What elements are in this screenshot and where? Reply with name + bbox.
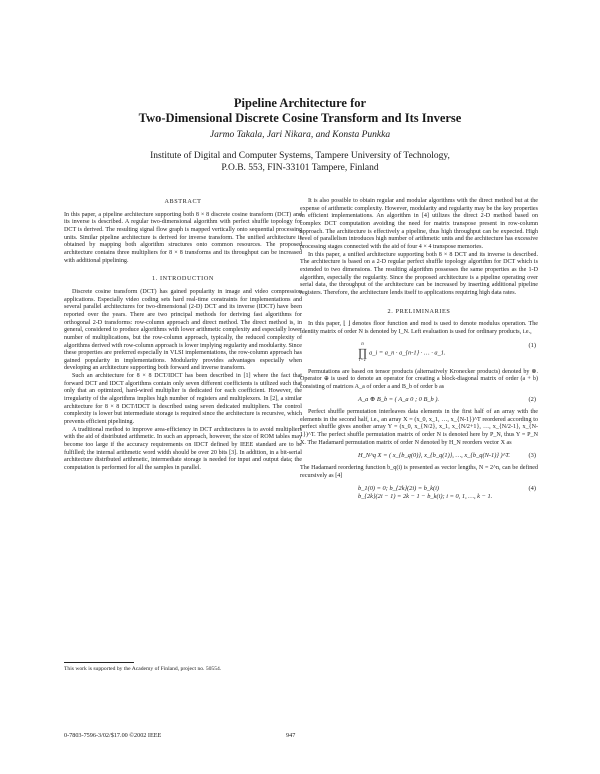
paper-title: [0, 96, 600, 126]
affiliation-line-2: P.O.B. 553, FIN-33101 Tampere, Finland: [221, 163, 379, 173]
equation-4: [300, 485, 538, 500]
equation-4-line-1: b_1(0) = 0; b_{2k}(2i) = b_k(i): [358, 485, 439, 493]
prelim-paragraph-1: In this paper, ⌊ ⌋ denotes floor function and mod is used to denote modulus operation. The identity matrix of order N is denoted by I_N. Left evaluation is used for ordinary products, i.e.,: [300, 321, 538, 335]
prelim-paragraph-2: Permutations are based on tensor products (alternatively Kronecker products) denoted by ⊗. Operator ⊕ is used to denote an operator for creating a block-diagonal matrix of order (a + b) consisting of matrices A_a of order a and B_b of order b as: [300, 368, 538, 390]
footnote-text: This work is supported by the Academy of Finland, project no. 50554.: [64, 666, 222, 672]
equation-2: [300, 396, 538, 404]
intro-paragraph-1: Discrete cosine transform (DCT) has gained popularity in image and video compression applications. Especially video coding sets hard real-time constraints for implementations and several parallel architectures for two-dimensional (2-D) DCT and its inverse (IDCT) have been reported over the years. There are two principal methods for deriving fast algorithms for orthogonal 2-D transforms: row-column approach and direct method. The direct method is, in general, considered to produce algorithms with lower arithmetic complexity and especially lower number of multiplications, but the row-column approach, typically, the reduced complexity of algorithms derived with row-column approach is lower implying regularity and modularity. Since these properties are preferred especially in VLSI implementations, the row-column approach has gained popularity in implementations. Modularity provides advantages especially when developing an architecture supporting both forward and inverse transform.: [64, 288, 302, 372]
prelim-paragraph-4: The Hadamard reordering function b_q(i) is presented as vector lengths, N = 2^n, can be defined recursively as [4]: [300, 465, 538, 479]
introduction-heading: 1. INTRODUCTION: [152, 275, 214, 283]
equation-1: [300, 342, 538, 364]
affiliation: [0, 150, 600, 174]
right-paragraph-2: In this paper, a unified architecture supporting both 8 × 8 DCT and its inverse is described. The architecture is based on a 2-D regular perfect shuffle topology algorithm for DCT which is extended to two dimensions. The resulting algorithm possesses the same properties as the 1-D algorithm, especially the regularity. Since the proposed architecture is a pipeline operating over serial data, the throughput of the architecture can be increased by inserting additional pipeline registers. Therefore, the architecture lends itself to applications requiring high data rates.: [300, 251, 538, 296]
equation-4-number: (4): [528, 485, 536, 493]
preliminaries-heading: 2. PRELIMINARIES: [387, 307, 451, 315]
footnote: [64, 662, 302, 673]
equation-2-number: (2): [528, 396, 536, 404]
right-column: [300, 198, 538, 506]
affiliation-line-1: Institute of Digital and Computer Systems, Tampere University of Technology,: [150, 151, 450, 161]
abstract-text: In this paper, a pipeline architecture supporting both 8 × 8 discrete cosine transform (DCT) and its inverse is described. A regular two-dimensional algorithm with perfect shuffle topology for DCT is derived. The resulting signal flow graph is mapped vertically onto sequential processing units. Similar pipeline architecture is derived for inverse transform. The unified architecture is obtained by mapping both algorithm structures onto common resources. The proposed architecture contains three multipliers for 8 × 8 transforms and its throughput can be increased with additional pipelining.: [64, 211, 302, 264]
footnote-rule: [64, 662, 134, 663]
author-list: Jarmo Takala, Jari Nikara, and Konsta Punkka: [209, 130, 391, 140]
equation-4-line-2: b_{2k}(2i − 1) = 2k − 1 − b_k(i); i = 0, 1, …, k − 1.: [358, 493, 493, 501]
prelim-paragraph-3: Perfect shuffle permutation interleaves data elements in the first half of an array with the elements in the second half, i.e., an array X = (x_0, x_1, …, x_{N-1})^T reordered according to perfect shuffle gives another array Y = (x_0, x_{N/2}, x_1, x_{N/2+1}, …, x_{N/2-1}, x_{N-1})^T. The perfect shuffle permutation matrix of order N is denoted here by P_N, thus Y = P_N X. The Hadamard permutation matrix of order N denoted by H_N reorders vector X as: [300, 409, 538, 446]
equation-3-body: H_N^q X = ( x_{b_q(0)}, x_{b_q(1)}, …, x_{b_q(N-1)} )^T.: [358, 452, 510, 460]
product-lower-limit: i=1: [358, 357, 367, 363]
intro-paragraph-2: Such an architecture for 8 × 8 DCT/IDCT has been described in [1] where the fact that forward DCT and IDCT algorithms contain only seven different coefficients is utilized such that only that an optimized, hard-wired multiplier is dedicated for each coefficient. However, the irregularity of the algorithms implies high number of registers and multiplexers. In [2], a similar architecture for 8 × 8 DCT/IDCT is described using seven dedicated multipliers. The control complexity is lower but intermediate storage is required since the architecture is recursive, which prevents efficient pipelining.: [64, 373, 302, 426]
equation-3-number: (3): [528, 452, 536, 460]
intro-paragraph-3: A traditional method to improve area-efficiency in DCT architectures is to avoid multipliers with the aid of distributed arithmetic. In such an approach, however, the size of ROM tables may become too large if the accuracy requirements on IDCT defined by IEEE standard are to be fulfilled; the internal arithmetic word width should be over 20 bits [3]. In addition, in a bit-serial architecture distributed arithmetic, intermediate storage is needed for input and output data; the computation is performed for all the samples in parallel.: [64, 426, 302, 471]
product-operator: n ∏ i=1: [358, 341, 368, 363]
equation-2-body: A_a ⊕ B_b = ( A_a 0 ; 0 B_b ).: [358, 396, 440, 404]
copyright-footer: 0-7803-7596-3/02/$17.00 ©2002 IEEE: [64, 732, 162, 739]
equation-1-number: (1): [528, 341, 536, 349]
title-line-1: Pipeline Architecture for: [233, 96, 367, 110]
title-line-2: Two-Dimensional Discrete Cosine Transform and Its Inverse: [138, 111, 462, 125]
left-column: [64, 198, 302, 473]
abstract-heading: ABSTRACT: [164, 198, 202, 205]
right-paragraph-1: It is also possible to obtain regular and modular algorithms with the direct method but at the expense of arithmetic complexity. However, modularity and regularity may be the key properties in efficient implementations. An algorithm in [4] utilizes the direct 2-D method based on complex DCT computation avoiding the need for matrix transpose present in row-column approach. The architecture is effectively a pipeline, thus high throughput can be expected. High level of parallelism introduces high number of arithmetic units and the architecture has excessive processing stages connected with the aid of four 4 × 4 transpose memories.: [300, 198, 538, 250]
equation-1-body: a_i = a_n · a_{n-1} · … · a_1.: [369, 348, 446, 356]
equation-3: [300, 452, 538, 460]
page-number: 947: [286, 732, 296, 739]
product-upper-limit: n: [361, 341, 364, 347]
